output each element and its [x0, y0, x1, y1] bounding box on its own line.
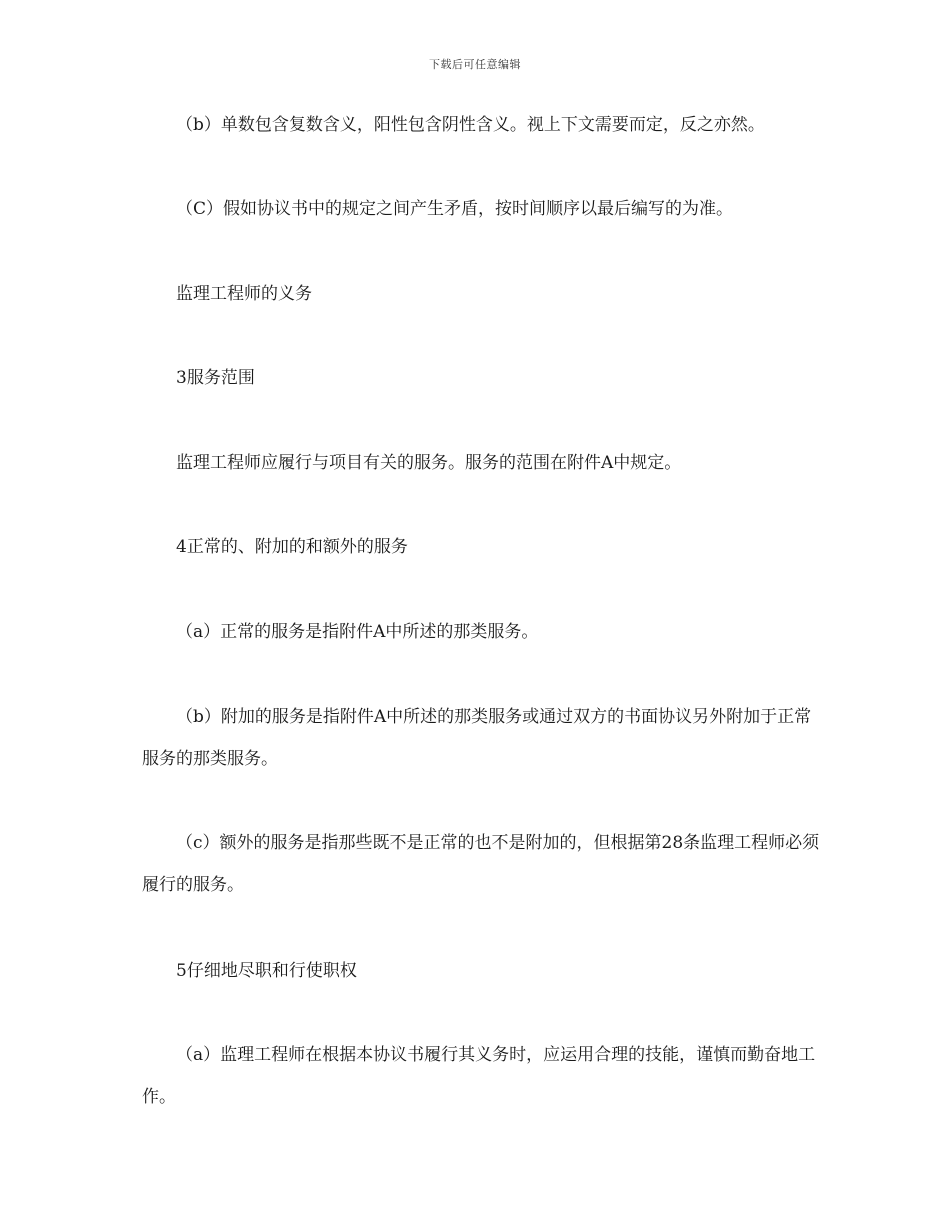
section-heading-engineer-obligations: 监理工程师的义务 — [176, 284, 312, 304]
paragraph-clause-b-additional: （b）附加的服务是指附件A中所述的那类服务或通过双方的书面协议另外附加于正常服务的那类服务。 — [142, 707, 812, 769]
paragraph-clause-c-extra: （c）额外的服务是指那些既不是正常的也不是附加的，但根据第28条监理工程师必须履行的服务。 — [142, 833, 820, 895]
page-header: 下载后可任意编辑 — [429, 58, 521, 71]
section-heading-scope-of-services: 3服务范围 — [176, 368, 255, 388]
paragraph-clause-b-interpretation: （b）单数包含复数含义，阳性包含阴性含义。视上下文需要而定，反之亦然。 — [176, 115, 765, 135]
paragraph-clause-c-conflict: （C）假如协议书中的规定之间产生矛盾，按时间顺序以最后编写的为准。 — [176, 199, 734, 219]
section-heading-care-and-diligence: 5仔细地尽职和行使职权 — [176, 961, 357, 981]
paragraph-scope-description: 监理工程师应履行与项目有关的服务。服务的范围在附件A中规定。 — [176, 453, 682, 473]
section-heading-normal-additional-extra: 4正常的、附加的和额外的服务 — [176, 537, 408, 557]
paragraph-clause-a-normal: （a）正常的服务是指附件A中所述的那类服务。 — [176, 622, 539, 642]
paragraph-clause-a-diligence: （a）监理工程师在根据本协议书履行其义务时，应运用合理的技能，谨慎而勤奋地工作。 — [142, 1045, 816, 1107]
